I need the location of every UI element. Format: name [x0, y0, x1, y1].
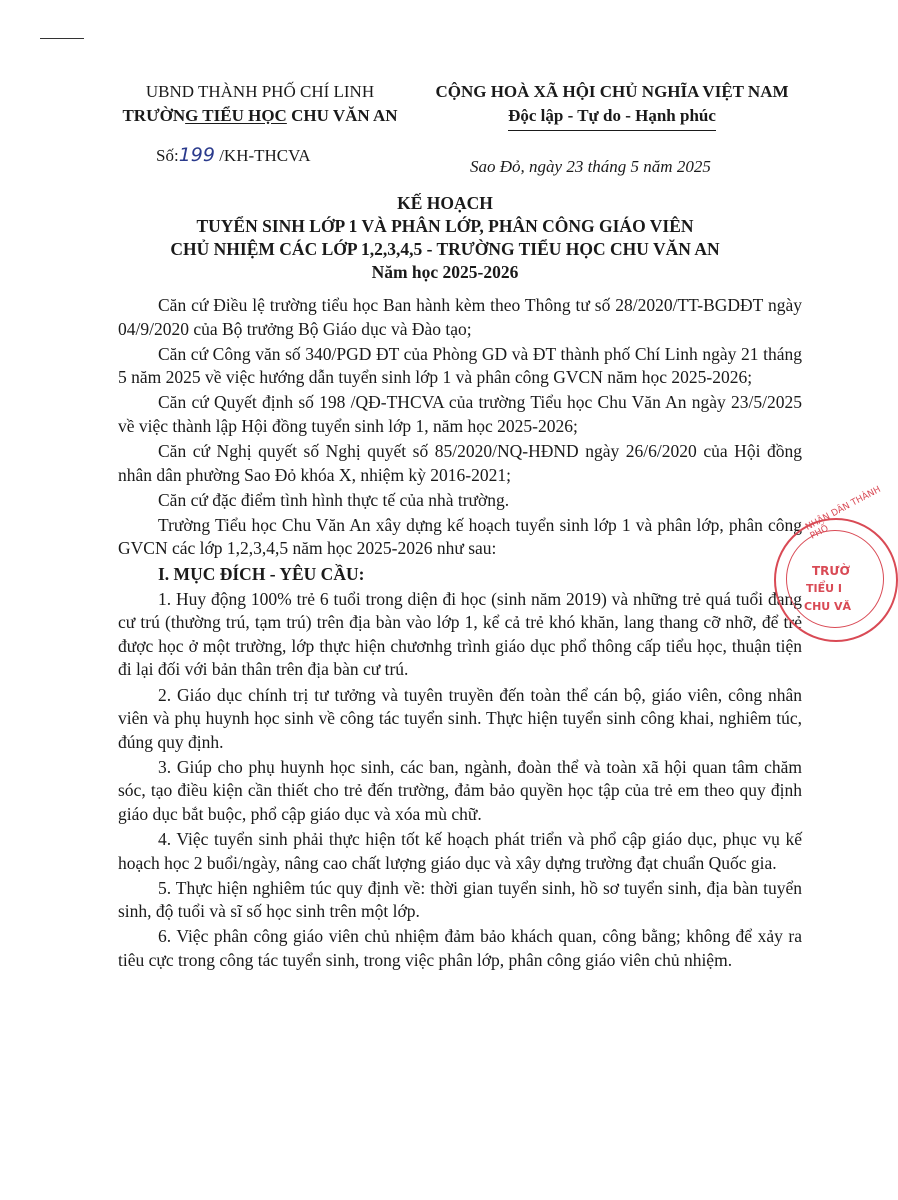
document-title [90, 192, 800, 284]
title-line-4: Năm học 2025-2026 [371, 262, 519, 282]
paragraph: Căn cứ Quyết định số 198 /QĐ-THCVA của trường Tiểu học Chu Văn An ngày 23/5/2025 về việc thành lập Hội đồng tuyển sinh lớp 1, năm học 2025-2026; [118, 392, 802, 436]
section-item: 3. Giúp cho phụ huynh học sinh, các ban, ngành, đoàn thể và toàn xã hội quan tâm chăm sóc, tạo điều kiện cần thiết cho trẻ đến trường, đảm bảo quyền học tập của trẻ em theo quy định giáo dục bắt buộc, phổ cập giáo dục và xóa mù chữ. [118, 756, 802, 824]
paragraph: Căn cứ đặc điểm tình hình thực tế của nhà trường. [158, 489, 510, 510]
national-title: CỘNG HOÀ XÃ HỘI CHỦ NGHĨA VIỆT NAM [435, 82, 789, 101]
national-header [412, 80, 812, 128]
seal-ring-text: NHÂN DÂN THÀNH PHỐ [804, 484, 883, 542]
corner-mark [40, 38, 84, 39]
handwritten-number: 199 [178, 144, 215, 166]
paragraph: Trường Tiểu học Chu Văn An xây dựng kế hoạch tuyển sinh lớp 1 và phân lớp, phân công GVCN các lớp 1,2,3,4,5 năm học 2025-2026 như sau: [118, 514, 802, 559]
issuer-school: TRƯỜNG TIỂU HỌC CHU VĂN AN [122, 106, 398, 125]
seal-inner-ring [786, 530, 884, 628]
date-line: Sao Đỏ, ngày 23 tháng 5 năm 2025 [470, 157, 711, 176]
section-item: 6. Việc phân công giáo viên chủ nhiệm đảm bảo khách quan, công bằng; không để xảy ra tiêu cực trong công tác tuyển sinh, trong việc phân lớp, phân công giáo viên chủ nhiệm. [118, 926, 802, 971]
official-seal-stamp [774, 484, 898, 642]
document-number: Số:199 /KH-THCVA [156, 144, 311, 166]
section-item: 4. Việc tuyển sinh phải thực hiện tốt kế hoạch phát triển và phổ cập giáo dục, phục vụ kế hoạch học 2 buổi/ngày, nâng cao chất lượng giáo dục và xây dựng trường đạt chuẩn Quốc gia. [118, 829, 802, 873]
issuer-header [100, 80, 420, 128]
seal-text-2: TIỂU I [806, 582, 842, 595]
seal-text-3: CHU VĂ [804, 600, 852, 613]
section-item: 1. Huy động 100% trẻ 6 tuổi trong diện đi học (sinh năm 2019) và những trẻ quá tuổi đang cư trú (thường trú, tạm trú) trên địa bàn vào lớp 1, kể cả trẻ khó khăn, lang thang cỡ nhỡ, để trẻ được học ở một trường, lớp thực hiện chươnhg trình giáo dục phổ thông cấp tiểu học, thuận tiện đi lại đối với bản thân trên địa bàn cư trú. [118, 588, 802, 680]
issuer-authority: UBND THÀNH PHỐ CHÍ LINH [145, 82, 375, 101]
section-item: 2. Giáo dục chính trị tư tưởng và tuyên truyền đến toàn thể cán bộ, giáo viên, công nhân viên và phụ huynh học sinh về công tác tuyển sinh. Thực hiện tuyển sinh công khai, nghiêm túc, đúng quy định. [118, 684, 802, 752]
seal-text-1: TRƯỜ [812, 564, 850, 578]
document-body [118, 294, 802, 974]
paragraph: Căn cứ Điều lệ trường tiểu học Ban hành kèm theo Thông tư số 28/2020/TT-BGDĐT ngày 04/9/2020 của Bộ trưởng Bộ Giáo dục và Đào tạo; [118, 295, 802, 339]
section-item: 5. Thực hiện nghiêm túc quy định về: thời gian tuyển sinh, hồ sơ tuyển sinh, địa bàn tuyển sinh, độ tuổi và sĩ số học sinh trên một lớp. [118, 877, 802, 922]
title-line-1: KẾ HOẠCH [397, 193, 493, 213]
paragraph: Căn cứ Nghị quyết số Nghị quyết số 85/2020/NQ-HĐND ngày 26/6/2020 của Hội đồng nhân dân phường Sao Đỏ khóa X, nhiệm kỳ 2016-2021; [118, 441, 802, 485]
title-line-2: TUYỂN SINH LỚP 1 VÀ PHÂN LỚP, PHÂN CÔNG GIÁO VIÊN [196, 216, 694, 236]
national-motto: Độc lập - Tự do - Hạnh phúc [508, 104, 716, 128]
paragraph: Căn cứ Công văn số 340/PGD ĐT của Phòng GD và ĐT thành phố Chí Linh ngày 21 tháng 5 năm 2025 về việc hướng dẫn tuyển sinh lớp 1 và phân công GVCN năm học 2025-2026; [118, 343, 802, 388]
title-line-3: CHỦ NHIỆM CÁC LỚP 1,2,3,4,5 - TRƯỜNG TIỂU HỌC CHU VĂN AN [170, 239, 720, 259]
section-heading: I. MỤC ĐÍCH - YÊU CẦU: [158, 563, 365, 584]
